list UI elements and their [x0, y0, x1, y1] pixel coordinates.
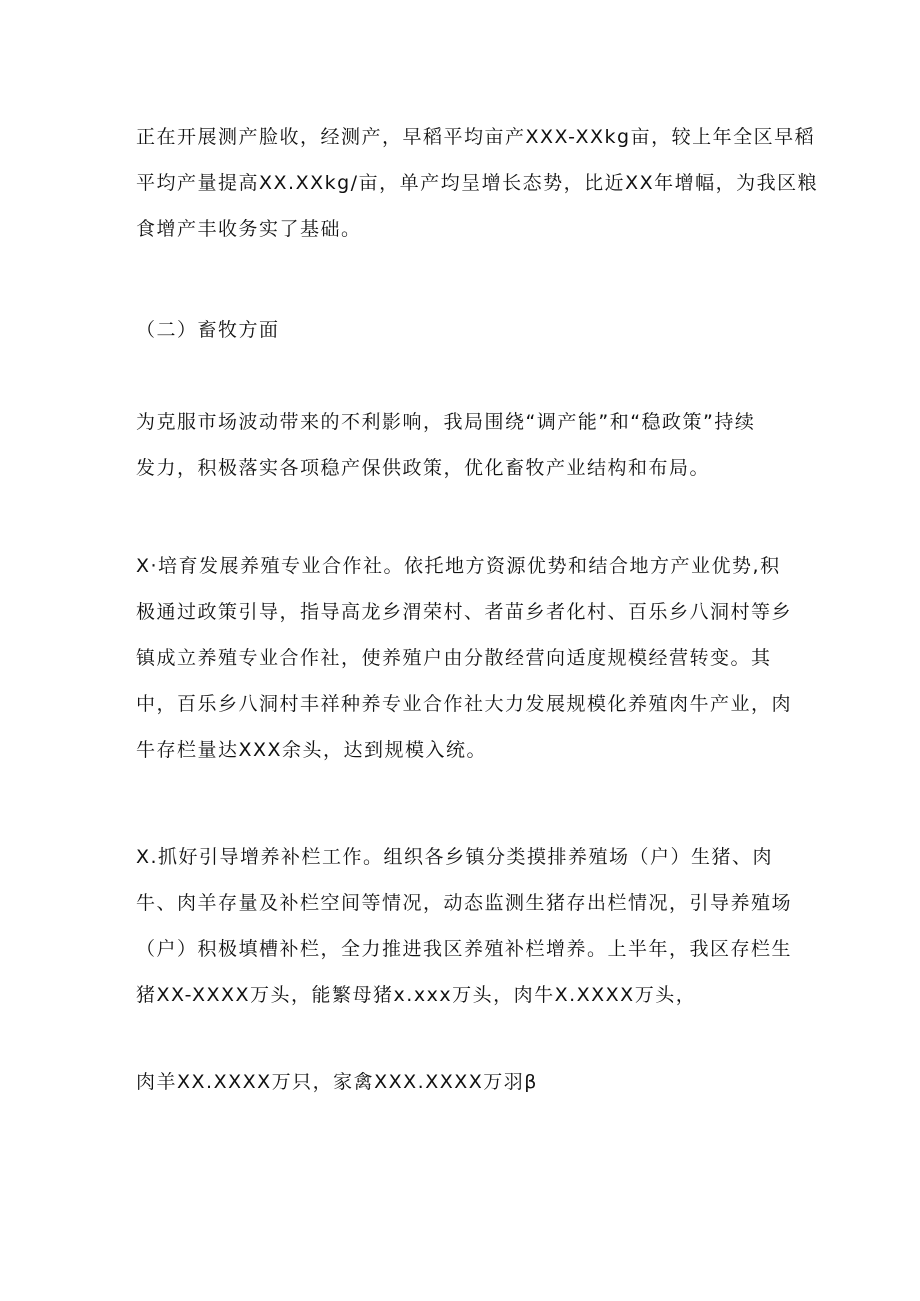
- paragraph-cooperatives: [136, 543, 796, 773]
- paragraph-livestock-intro: [136, 399, 796, 491]
- text-line: 发力，积极落实各项稳产保供政策，优化畜牧产业结构和布局。: [136, 457, 711, 479]
- text-line: 为克服市场波动带来的不利影响，我局围绕“调产能”和“稳政策”持续: [136, 411, 756, 433]
- text-line: （户）积极填槽补栏，全力推进我区养殖补栏增养。上半年，我区存栏生: [136, 938, 793, 960]
- paragraph-restocking: [136, 834, 796, 1018]
- text-line: 肉羊XX.XXXX万只，家禽XXX.XXXX万羽β: [136, 1071, 538, 1093]
- section-heading-livestock: （二）畜牧方面: [136, 319, 280, 341]
- paragraph-sheep-poultry: [136, 1059, 796, 1105]
- text-line: 镇成立养殖专业合作社，使养殖户由分散经营向适度规模经营转变。其: [136, 647, 772, 669]
- text-line: X·培育发展养殖专业合作社。依托地方资源优势和结合地方产业优势,积: [136, 555, 781, 577]
- text-line: 正在开展测产脸收，经测产，早稻平均亩产XXX-XXkg亩，较上年全区早稻: [136, 126, 816, 148]
- text-line: 平均产量提高XX.XXkg/亩，单产均呈增长态势，比近XX年增幅，为我区粮: [136, 172, 819, 194]
- text-line: X.抓好引导增养补栏工作。组织各乡镇分类摸排养殖场（户）生猪、肉: [136, 846, 774, 868]
- text-line: 猪XX-XXXX万头，能繁母猪x.xxx万头，肉牛X.XXXX万头，: [136, 984, 697, 1006]
- text-line: 食增产丰收务实了基础。: [136, 218, 362, 240]
- text-line: 牛存栏量达XXX余头，达到规模入统。: [136, 739, 488, 761]
- text-line: 牛、肉羊存量及补栏空间等情况，动态监测生猪存出栏情况，引导养殖场: [136, 892, 793, 914]
- text-line: 极通过政策引导，指导高龙乡渭荣村、者苗乡者化村、百乐乡八洞村等乡: [136, 601, 793, 623]
- paragraph-early-rice-yield: [136, 114, 819, 252]
- text-line: 中，百乐乡八洞村丰祥种养专业合作社大力发展规模化养殖肉牛产业，肉: [136, 693, 793, 715]
